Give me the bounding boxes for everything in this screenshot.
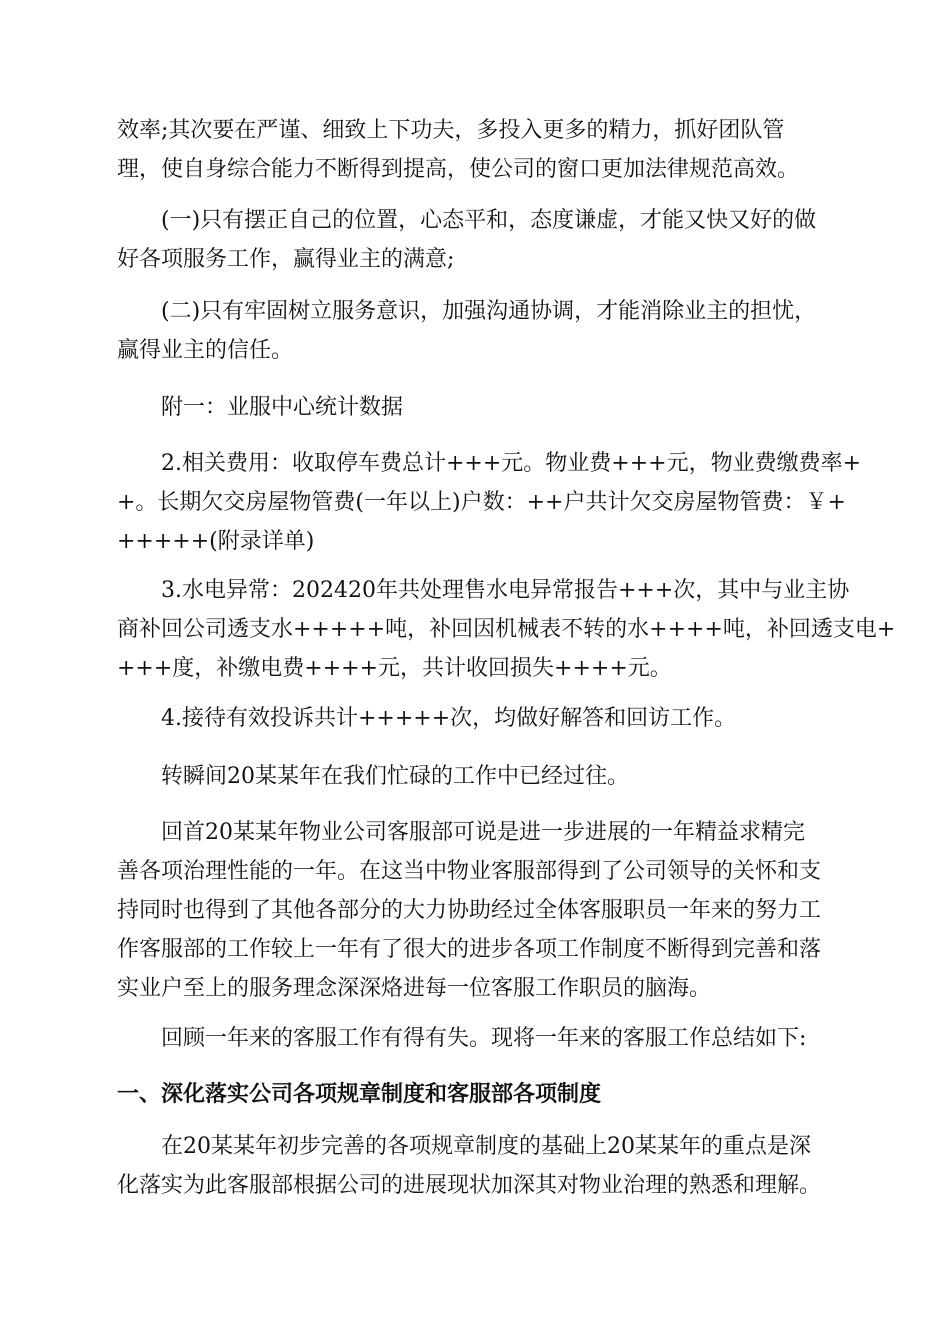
paragraph-time-passed — [117, 757, 835, 796]
text-line: +++++(附录详单) — [117, 529, 315, 554]
paragraph-complaints — [117, 699, 835, 738]
text-line: 作客服部的工作较上一年有了很大的进步各项工作制度不断得到完善和落 — [117, 937, 822, 962]
paragraph-summary-intro — [117, 1019, 835, 1058]
text-line: 转瞬间20某某年在我们忙碌的工作中已经过往。 — [161, 764, 629, 789]
text-line: +。长期欠交房屋物管费(一年以上)户数：++户共计欠交房屋物管费：￥+ — [117, 490, 846, 515]
paragraph-deepen-implementation — [117, 1127, 835, 1205]
text-line: 商补回公司透支水+++++吨，补回因机械表不转的水++++吨，补回透支电+ — [117, 617, 896, 642]
text-line: 3.水电异常：202420年共处理售水电异常报告+++次，其中与业主协 — [161, 578, 850, 603]
text-line: 回首20某某年物业公司客服部可说是进一步进展的一年精益求精完 — [161, 820, 805, 845]
text-line: 附一：业服中心统计数据 — [161, 395, 404, 420]
text-line: 效率;其次要在严谨、细致上下功夫，多投入更多的精力，抓好团队管 — [117, 118, 785, 143]
paragraph-point-two — [117, 292, 835, 370]
paragraph-review — [117, 813, 835, 1008]
text-line: 在20某某年初步完善的各项规章制度的基础上20某某年的重点是深 — [161, 1134, 811, 1159]
text-line: (一)只有摆正自己的位置，心态平和，态度谦虚，才能又快又好的做 — [161, 208, 817, 233]
text-line: 化落实为此客服部根据公司的进展现状加深其对物业治理的熟悉和理解。 — [117, 1173, 822, 1198]
paragraph-appendix-title — [117, 388, 835, 427]
text-line: 善各项治理性能的一年。在这当中物业客服部得到了公司领导的关怀和支 — [117, 859, 822, 884]
text-line: +++度，补缴电费++++元，共计收回损失++++元。 — [117, 656, 672, 681]
text-line: 回顾一年来的客服工作有得有失。现将一年来的客服工作总结如下: — [161, 1026, 807, 1051]
text-line: 2.相关费用：收取停车费总计+++元。物业费+++元，物业费缴费率+ — [161, 451, 862, 476]
text-line: 好各项服务工作，赢得业主的满意; — [117, 247, 455, 272]
text-line: 4.接待有效投诉共计+++++次，均做好解答和回访工作。 — [161, 706, 737, 731]
text-line: 理，使自身综合能力不断得到提高，使公司的窗口更加法律规范高效。 — [117, 157, 800, 182]
text-line: (二)只有牢固树立服务意识，加强沟通协调，才能消除业主的担忧， — [161, 299, 817, 324]
text-line: 赢得业主的信任。 — [117, 338, 294, 363]
paragraph-efficiency — [117, 111, 835, 189]
paragraph-point-one — [117, 201, 835, 279]
text-line: 实业户至上的服务理念深深烙进每一位客服工作职员的脑海。 — [117, 976, 712, 1001]
paragraph-utilities — [117, 571, 896, 688]
paragraph-fees — [117, 444, 862, 561]
text-line: 持同时也得到了其他各部分的大力协助经过全体客服职员一年来的努力工 — [117, 898, 822, 923]
section-heading: 一、深化落实公司各项规章制度和客服部各项制度 — [117, 1082, 602, 1107]
